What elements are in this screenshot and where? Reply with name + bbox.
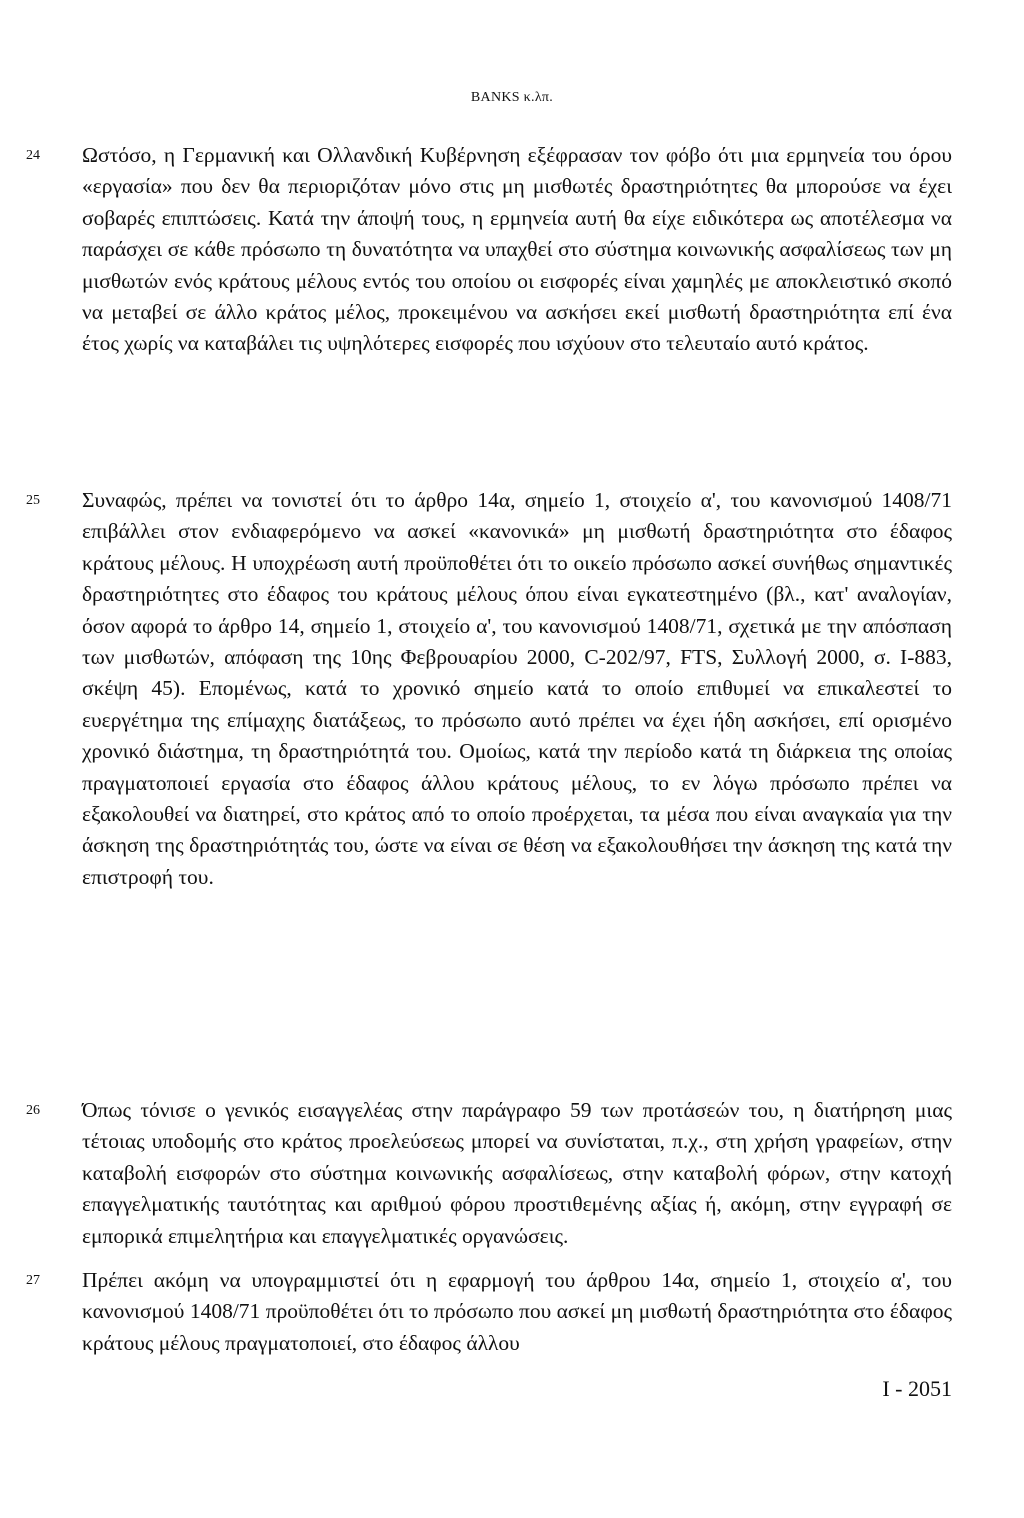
page-number: I - 2051 (882, 1376, 952, 1401)
paragraph-number: 27 (26, 1273, 40, 1288)
paragraph-text: Συναφώς, πρέπει να τονιστεί ότι το άρθρο 14α, σημείο 1, στοιχείο α', του κανονισμού 1408/71 επιβάλλει στον ενδιαφερόμενο να ασκεί «κανονικά» μη μισθωτή δραστηριότητα στο έδαφος κράτους μέλους. Η υποχρέωση αυτή προϋποθέτει ότι το οικείο πρόσωπο ασκεί συνήθως σημαντικές δραστηριότητες στο έδαφος του κράτους μέλους όπου είναι εγκατεστημένο (βλ., κατ' αναλογίαν, όσον αφορά το άρθρο 14, σημείο 1, στοιχείο α', του κανονισμού 1408/71, σχετικά με την απόσπαση των μισθωτών, απόφαση της 10ης Φεβρουαρίου 2000, C-202/97, FTS, Συλλογή 2000, σ. I-883, σκέψη 45). Επομένως, κατά το χρονικό σημείο κατά το οποίο επιθυμεί να επικαλεστεί το ευεργέτημα της επίμαχης διατάξεως, το πρόσωπο αυτό πρέπει να έχει ήδη ασκήσει, επί ορισμένο χρονικό διάστημα, τη δραστηριότητά του. Ομοίως, κατά την περίοδο κατά τη διάρκεια της οποίας πραγματοποιεί εργασία στο έδαφος άλλου κράτους μέλους, το εν λόγω πρόσωπο πρέπει να εξακολουθεί να διατηρεί, στο κράτος από το οποίο προέρχεται, τα μέσα που είναι αναγκαία για την άσκηση της δραστηριότητάς του, ώστε να είναι σε θέση να εξακολουθήσει την άσκηση της κατά την επιστροφή του. (82, 488, 952, 889)
paragraph-number: 24 (26, 148, 40, 163)
paragraph-24 (26, 140, 952, 360)
paragraph-text: Ωστόσο, η Γερμανική και Ολλανδική Κυβέρνηση εξέφρασαν τον φόβο ότι μια ερμηνεία του όρου «εργασία» που δεν θα περιοριζόταν μόνο στις μη μισθωτές δραστηριότητες θα μπορούσε να έχει σοβαρές επιπτώσεις. Κατά την άποψή τους, η ερμηνεία αυτή θα είχε ειδικότερα ως αποτέλεσμα να παράσχει σε κάθε πρόσωπο τη δυνατότητα να υπαχθεί στο σύστημα κοινωνικής ασφαλίσεως των μη μισθωτών ενός κράτους μέλους εντός του οποίου οι εισφορές είναι χαμηλές με αποκλειστικό σκοπό να μεταβεί σε άλλο κράτος μέλος, προκειμένου να ασκήσει εκεί μισθωτή δραστηριότητα επί ένα έτος χωρίς να καταβάλει τις υψηλότερες εισφορές που ισχύουν στο τελευταίο αυτό κράτος. (82, 143, 952, 356)
paragraph-text: Όπως τόνισε ο γενικός εισαγγελέας στην παράγραφο 59 των προτάσεών του, η διατήρηση μιας τέτοιας υποδομής στο κράτος προελεύσεως μπορεί να συνίσταται, π.χ., στη χρήση γραφείων, στην καταβολή εισφορών στο σύστημα κοινωνικής ασφαλίσεως, στην καταβολή φόρων, στην κατοχή επαγγελματικής ταυτότητας και αριθμού φόρου προστιθεμένης αξίας ή, ακόμη, στην εγγραφή σε εμπορικά επιμελητήρια και επαγγελματικές οργανώσεις. (82, 1098, 952, 1248)
paragraph-number: 26 (26, 1103, 40, 1118)
paragraph-27 (26, 1265, 952, 1359)
paragraph-26 (26, 1095, 952, 1252)
paragraph-25 (26, 485, 952, 893)
paragraph-number: 25 (26, 493, 40, 508)
running-head: BANKS κ.λπ. (470, 90, 554, 105)
paragraph-text: Πρέπει ακόμη να υπογραμμιστεί ότι η εφαρμογή του άρθρου 14α, σημείο 1, στοιχείο α', του κανονισμού 1408/71 προϋποθέτει ότι το πρόσωπο που ασκεί μη μισθωτή δραστηριότητα στο έδαφος κράτους μέλους πραγματοποιεί, στο έδαφος άλλου (82, 1268, 952, 1355)
